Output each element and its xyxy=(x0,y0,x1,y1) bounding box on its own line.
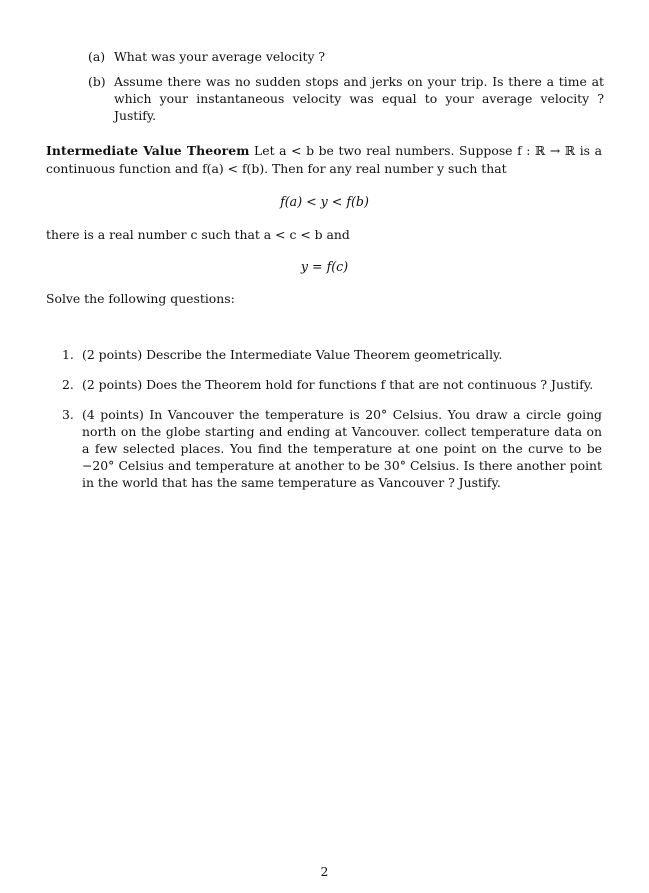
question-text: (2 points) Describe the Intermediate Value Theorem geometrically. xyxy=(82,347,503,362)
question-label: 1. xyxy=(62,347,74,362)
theorem-inequality: f(a) < y < f(b) xyxy=(280,194,369,209)
question-3 xyxy=(62,406,602,496)
question-2 xyxy=(62,376,602,394)
theorem-paragraph xyxy=(46,142,602,178)
question-text: (4 points) In Vancouver the temperature is 20° Celsius. You draw a circle going north on the globe starting and ending at Vancouver. collect temperature data on a few selected places. You find the temperature at one point on the curve to be −20° Celsius and temperature at another to be 30° Celsius. Is there another point in the world that has the same temperature as Vancouver ? Justify. xyxy=(82,407,602,490)
question-label: 2. xyxy=(62,377,74,392)
question-label: 3. xyxy=(62,407,74,422)
theorem-statement: Let a < b be two real numbers. Suppose f : ℝ → ℝ is a continuous function and f(a) < f(b). Then for any real number y such that xyxy=(46,143,603,176)
sub-question-label: (a) xyxy=(88,49,106,64)
page-number: 2 xyxy=(320,864,329,879)
theorem-title: Intermediate Value Theorem xyxy=(46,143,250,158)
question-1 xyxy=(62,346,602,364)
question-text: (2 points) Does the Theorem hold for functions f that are not continuous ? Justify. xyxy=(82,377,594,392)
theorem-conclusion: there is a real number c such that a < c < b and xyxy=(46,227,350,242)
sub-question-a xyxy=(88,48,608,66)
sub-question-text: What was your average velocity ? xyxy=(114,49,326,64)
theorem-equation: y = f(c) xyxy=(300,259,349,274)
sub-question-b xyxy=(88,73,608,123)
sub-question-text: Assume there was no sudden stops and jerks on your trip. Is there a time at which your instantaneous velocity was equal to your average velocity ? Justify. xyxy=(114,74,604,123)
sub-question-label: (b) xyxy=(88,74,106,89)
instruction-text: Solve the following questions: xyxy=(46,291,235,306)
